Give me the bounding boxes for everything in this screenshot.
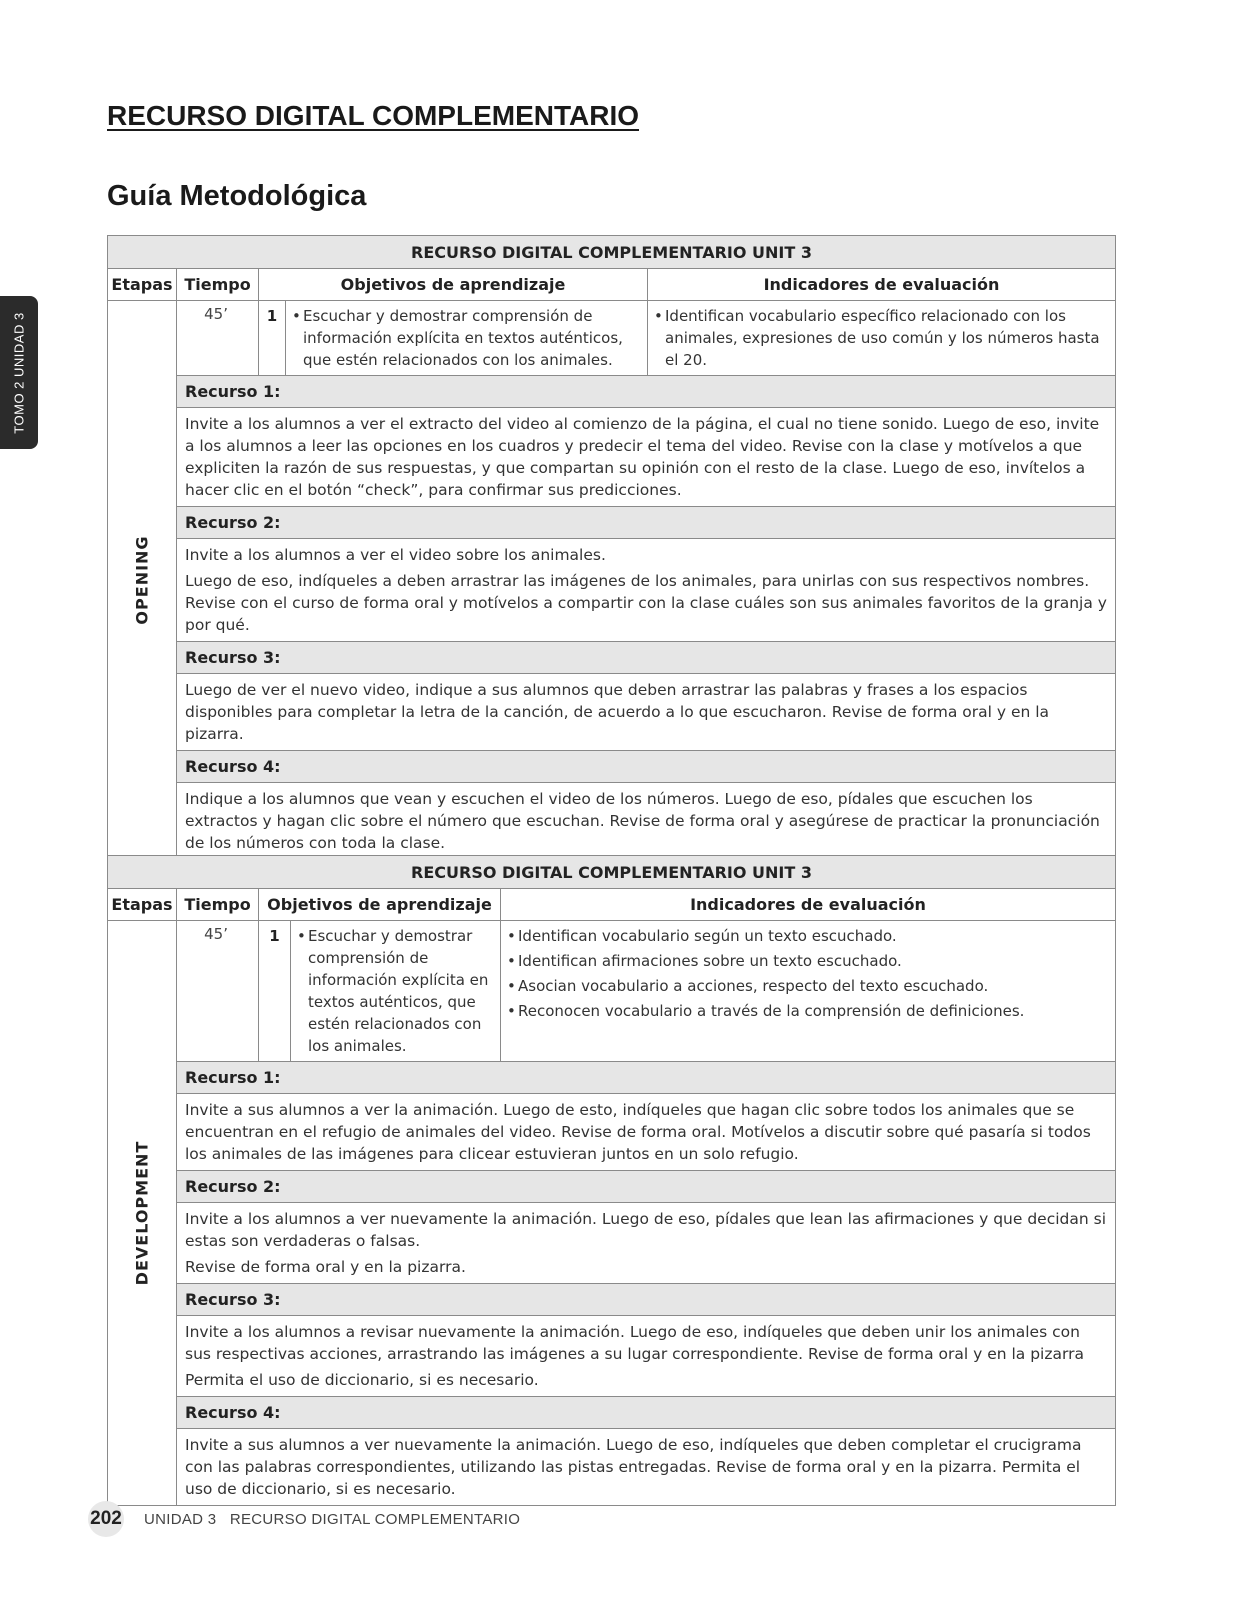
resource-body: Indique a los alumnos que vean y escuchen el video de los números. Luego de eso, pídales que escuchen los extractos y hagan clic sobre el número que escuchan. Revise de forma oral y asegúrese de practicar la pronunciación de los números con toda la clase.: [177, 783, 1116, 860]
resource-table-opening: [107, 235, 1116, 860]
page-title: RECURSO DIGITAL COMPLEMENTARIO: [107, 100, 639, 131]
side-tab-label: TOMO 2 UNIDAD 3: [11, 311, 27, 434]
resource-label: Recurso 2:: [177, 507, 1116, 539]
objective-number: 1: [259, 921, 291, 1062]
objectives-cell: [286, 301, 648, 376]
resource-label: Recurso 1:: [177, 376, 1116, 408]
column-header-objetivos: Objetivos de aprendizaje: [259, 269, 648, 301]
column-header-indicadores: Indicadores de evaluación: [648, 269, 1116, 301]
indicator-item: • Identifican vocabulario según un texto escuchado.: [507, 927, 897, 945]
objective-item: • Escuchar y demostrar comprensión de información explícita en textos auténticos, que estén relacionados con los animales.: [292, 307, 623, 369]
table-header: RECURSO DIGITAL COMPLEMENTARIO UNIT 3: [108, 236, 1116, 269]
resource-label: Recurso 4:: [177, 751, 1116, 783]
resource-body: Invite a los alumnos a revisar nuevamente la animación. Luego de eso, indíqueles que deben unir los animales con sus respectivas acciones, arrastrando las imágenes a su lugar correspondiente. Revise de forma oral y en la pizarra Permita el uso de diccionario, si es necesario.: [177, 1316, 1116, 1397]
footer-text: UNIDAD 3 RECURSO DIGITAL COMPLEMENTARIO: [144, 1510, 521, 1528]
stage-cell: [108, 921, 177, 1506]
page-number: 202: [88, 1501, 124, 1537]
resource-label: Recurso 3:: [177, 1284, 1116, 1316]
table-header: RECURSO DIGITAL COMPLEMENTARIO UNIT 3: [108, 856, 1116, 889]
column-header-etapas: Etapas: [108, 269, 177, 301]
column-header-etapas: Etapas: [108, 889, 177, 921]
indicators-cell: [501, 921, 1116, 1062]
stage-label: OPENING: [132, 535, 152, 625]
stage-label: DEVELOPMENT: [132, 1140, 152, 1286]
indicator-item: • Asocian vocabulario a acciones, respecto del texto escuchado.: [507, 977, 989, 995]
page-footer: [88, 1500, 520, 1538]
time-cell: 45’: [177, 301, 259, 376]
resource-label: Recurso 3:: [177, 642, 1116, 674]
time-cell: 45’: [177, 921, 259, 1062]
indicator-item: • Identifican vocabulario específico relacionado con los animales, expresiones de uso común y los números hasta el 20.: [654, 307, 1100, 369]
stage-cell: [108, 301, 177, 860]
side-tab: [0, 296, 38, 449]
resource-label: Recurso 4:: [177, 1397, 1116, 1429]
column-header-indicadores: Indicadores de evaluación: [501, 889, 1116, 921]
page-subtitle: Guía Metodológica: [107, 180, 367, 212]
indicator-item: • Identifican afirmaciones sobre un texto escuchado.: [507, 952, 902, 970]
indicators-cell: [648, 301, 1116, 376]
resource-body: Luego de ver el nuevo video, indique a sus alumnos que deben arrastrar las palabras y frases a los espacios disponibles para completar la letra de la canción, de acuerdo a lo que escucharon. Revise de forma oral y en la pizarra.: [177, 674, 1116, 751]
column-header-objetivos: Objetivos de aprendizaje: [259, 889, 501, 921]
resource-body: Invite a los alumnos a ver el extracto del video al comienzo de la página, el cual no tiene sonido. Luego de eso, invite a los alumnos a leer las opciones en los cuadros y predecir el tema del video. Revise con la clase y motívelos a que expliciten la razón de sus respuestas, y que compartan su opinión con el resto de la clase. Luego de eso, invítelos a hacer clic en el botón “check”, para confirmar sus predicciones.: [177, 408, 1116, 507]
objectives-cell: [291, 921, 501, 1062]
resource-body: Invite a los alumnos a ver el video sobre los animales. Luego de eso, indíqueles a deben arrastrar las imágenes de los animales, para unirlas con sus respectivos nombres. Revise con el curso de forma oral y motívelos a compartir con la clase cuáles son sus animales favoritos de la granja y por qué.: [177, 539, 1116, 642]
indicator-item: • Reconocen vocabulario a través de la comprensión de definiciones.: [507, 1002, 1025, 1020]
resource-body: Invite a los alumnos a ver nuevamente la animación. Luego de eso, pídales que lean las afirmaciones y que decidan si estas son verdaderas o falsas. Revise de forma oral y en la pizarra.: [177, 1203, 1116, 1284]
resource-table-development: [107, 855, 1116, 1506]
objective-number: 1: [259, 301, 286, 376]
column-header-tiempo: Tiempo: [177, 889, 259, 921]
resource-body: Invite a sus alumnos a ver la animación. Luego de esto, indíqueles que hagan clic sobre todos los animales que se encuentran en el refugio de animales del video. Revise de forma oral. Motívelos a discutir sobre qué pasaría si todos los animales de las imágenes para clicear estuvieran juntos en un solo refugio.: [177, 1094, 1116, 1171]
resource-label: Recurso 2:: [177, 1171, 1116, 1203]
resource-label: Recurso 1:: [177, 1062, 1116, 1094]
resource-body: Invite a sus alumnos a ver nuevamente la animación. Luego de eso, indíqueles que deben completar el crucigrama con las palabras correspondientes, utilizando las pistas entregadas. Revise de forma oral y en la pizarra. Permita el uso de diccionario, si es necesario.: [177, 1429, 1116, 1506]
column-header-tiempo: Tiempo: [177, 269, 259, 301]
objective-item: • Escuchar y demostrar comprensión de información explícita en textos auténticos, que estén relacionados con los animales.: [297, 927, 489, 1055]
